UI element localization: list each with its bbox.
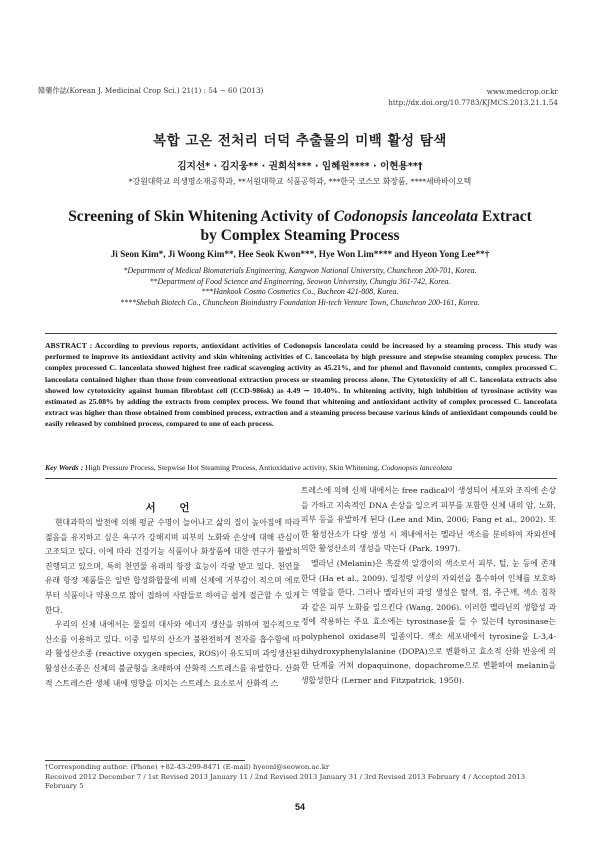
english-authors: Ji Seon Kim*, Ji Woong Kim**, Hee Seok Kwon***, Hye Won Lim**** and Hyeon Yong Lee**† xyxy=(110,249,490,259)
affiliation-3: ***Hankook Cosmo Cosmetics Co., Bucheon 421-808, Korea. xyxy=(201,287,399,296)
english-title xyxy=(0,207,600,245)
korean-title: 복합 고온 전처리 더덕 추출물의 미백 활성 탐색 xyxy=(153,133,447,149)
keywords xyxy=(45,462,557,473)
paragraph: 멜라닌 (Melanin)은 흑갈색 알갱이의 색소로서 피부, 털, 눈 등에 존재한다 (Ha et al., 2009). 일정량 이상의 자외선을 흡수하여 인체를 보호하는 역할을 한다. 그러나 멜라닌의 과잉 생성은 탈색, 점, 주근깨, 색소 침착과 같은 피부 노화를 일으킨다 (Wang, 2006). 이러한 멜라닌의 생합성 과정에 작용하는 주요 효소에는 tyrosinase를 들 수 있는데 tyrosinase는 polyphenol oxidase의 일종이다. 색소 세포내에서 tyrosine을 L-3,4-dihydroxyphenylalanine (DOPA)으로 변환하고 효소적 산화 반응에 의한 단계를 거쳐 dopaquinone, dopachrome으로 변환하여 melanin을 생합성한다 (Lerner and Fitzpatrick, 1950). xyxy=(301,558,556,685)
page-number: 54 xyxy=(294,802,305,812)
doi-link[interactable]: http://dx.doi.org/10.7783/KJMCS.2013.21.1.54 xyxy=(388,98,558,107)
keywords-text: High Pressure Process, Stepwise Hot Steaming Process, Antioxidative activity, Skin Whitening, xyxy=(85,463,382,472)
keywords-bottom-rule xyxy=(45,478,557,479)
paragraph: 우리의 신체 내에서는 물질의 대사와 에너지 생산을 위하여 필수적으로 산소를 이용하고 있다. 이중 일부의 산소가 불완전하게 전자를 흡수함에 따라 활성산소종 (reactive oxygen species, ROS)이 유도되며 과잉생산된 활성산소종은 신체의 불균형을 초래하여 산화적 스트레스를 유발한다. 산화적 스트레스란 생체 내에 영향을 미치는 스트레스 요소로서 산화적 스 xyxy=(45,620,300,688)
footnote-rule xyxy=(45,760,245,761)
english-affiliations xyxy=(0,266,600,308)
journal-website-link[interactable]: www.medcrop.or.kr xyxy=(486,87,558,96)
korean-affiliations: *강원대학교 의생명소재공학과, **서원대학교 식품공학과, ***한국 코스모 화장품, ****세바바이오텍 xyxy=(128,177,472,186)
species-name: Codonopsis lanceolata xyxy=(333,208,478,225)
paragraph: 트레스에 의해 신체 내에서는 free radical이 생성되어 세포와 조직에 손상을 가하고 지속적인 DNA 손상을 일으켜 피부를 포함한 신체 내의 암, 노화, 피부 등을 유발하게 된다 (Lee and Min, 2006; Fang et al., 2002). 또한 활성산소가 다량 생성 시 체내에서는 멜라닌 색소를 분비하여 자외선에 의한 활성산소의 생성을 막는다 (Park, 1997). xyxy=(301,486,556,554)
body-right-column xyxy=(301,484,556,688)
abstract-top-rule xyxy=(45,333,557,334)
keywords-species: Codonopsis lanceolata xyxy=(381,463,453,472)
affiliation-2: **Department of Food Science and Engineering, Seowon University, Chungju 361-742, Korea. xyxy=(149,276,451,286)
affiliation-1: *Department of Medical Biomaterials Engineering, Kangwon National University, Chuncheon 200-701, Korea. xyxy=(123,266,477,275)
section-heading-introduction: 서 언 xyxy=(145,502,200,514)
english-title-line2: by Complex Steaming Process xyxy=(200,227,400,244)
journal-citation: 韓藥作誌(Korean J. Medicinal Crop Sci.) 21(1) : 54 − 60 (2013) xyxy=(38,86,264,95)
korean-authors: 김지선* · 김지웅** · 권희석*** · 임혜원**** · 이현용**† xyxy=(177,161,423,172)
affiliation-4: ****Shebah Biotech Co., Chuncheon Bioindustry Foundation Hi-tech Venture Town, Chuncheon 200-161, Korea. xyxy=(120,297,480,307)
paragraph: 현대과학의 발전에 의해 평균 수명이 늘어나고 삶의 질이 높아짐에 따라 젊음을 유지하고 싶은 욕구가 강해지며 피부의 노화와 손상에 대해 관심이 고조되고 있다. 이에 따라 건강기능 식품이나 화장품에 대한 연구가 활발히 진행되고 있으며, 특히 천연물 유래의 항장 효능이 각광 받고 있다. 천연물 유래 항장 제품들은 일반 합성화합물에 비해 신체에 거부감이 적으며 에로부터 식품이나 약용으로 많이 접하여 사람들로 하여금 쉽게 접근할 수 있게 한다. xyxy=(45,518,300,615)
english-title-line1: Screening of Skin Whitening Activity of Codonopsis lanceolata Extract xyxy=(68,208,532,225)
corresponding-author: †Corresponding author: (Phone) +82-43-299-8471 (E-mail) hyeonl@seowon.ac.kr xyxy=(45,763,330,771)
footnote xyxy=(45,763,557,792)
abstract-text: According to previous reports, antioxidant activities of Codonopsis lanceolata could be increased by a steaming process. This study was performed to improve its antioxidant activity and skin whitening activities of C. lanceolata by high pressure and stepwise steaming complex process. The complex processed C. lanceolata showed highest free radical scavenging activity as 45.21%, and for phenol and flavonoid contents, complex processed C. lanceolata contained higher than those from conventional extraction process or steaming process alone. The Cytotoxicity of all C. lanceolata extracts also showed low cytotoxicity against human fibroblast cell (CCD-986sk) as 4.49 ∼ 10.40%. In whitening activity, high inhibition of tyrosinase activity was estimated as 25.08% by adding the extracts from complex process. We found that whitening and antioxidant activity of complex processed C. lanceolata extract was higher than those obtained from combined process, extraction and a steaming process because various kinds of antioxidant compounds could be easily released by combined process, compared to one of each process. xyxy=(45,341,557,429)
abstract xyxy=(45,340,557,430)
keywords-label: Key Words : xyxy=(45,463,86,472)
received-dates: Received 2012 December 7 / 1st Revised 2013 January 11 / 2nd Revised 2013 January 31 / 3rd Revised 2013 February 4 / Accepted 2013 February 5 xyxy=(45,772,526,790)
abstract-label: ABSTRACT : xyxy=(45,341,95,350)
header-links xyxy=(388,86,558,108)
body-left-column xyxy=(45,516,300,691)
